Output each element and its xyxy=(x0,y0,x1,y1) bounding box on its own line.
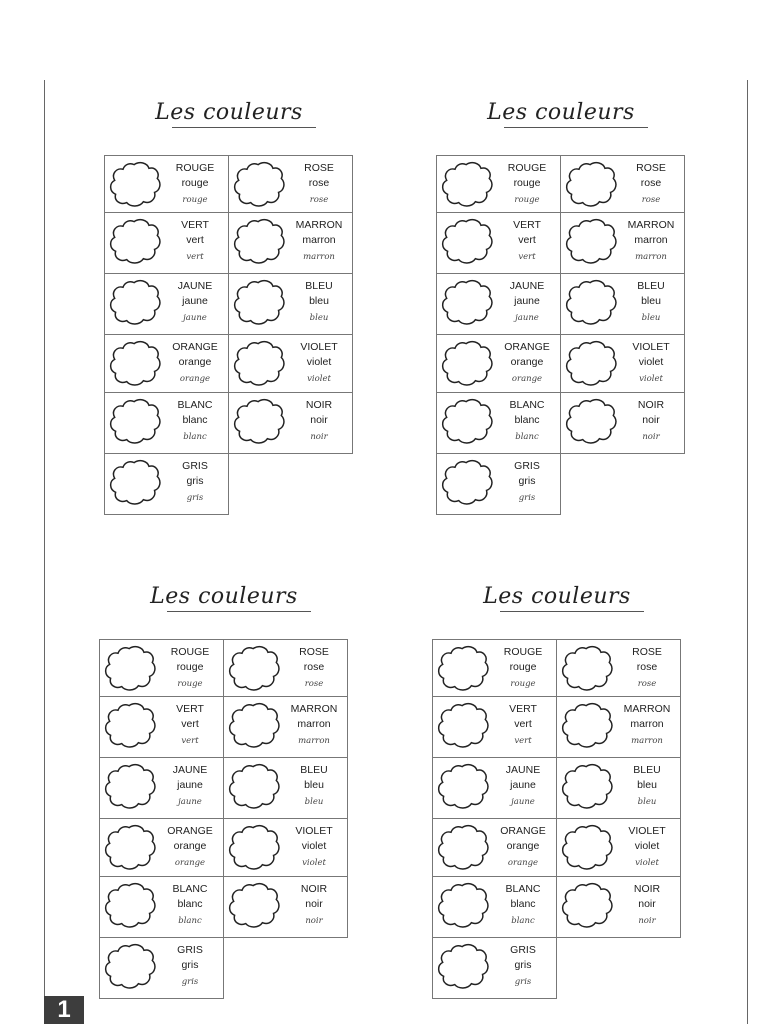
cloud-coloring-shape-icon xyxy=(108,278,164,328)
cloud-coloring-shape-icon xyxy=(436,701,492,751)
color-word-uppercase: GRIS xyxy=(514,460,540,472)
color-word-labels xyxy=(163,218,227,265)
color-card xyxy=(223,876,348,938)
color-word-cursive: bleu xyxy=(641,313,661,323)
color-word-lowercase: noir xyxy=(642,414,660,426)
color-word-lowercase: violet xyxy=(301,840,327,852)
color-card xyxy=(228,273,353,335)
color-word-lowercase: jaune xyxy=(182,295,208,307)
cloud-coloring-shape-icon xyxy=(227,762,283,812)
color-word-labels xyxy=(158,943,222,990)
cloud-coloring-shape-icon xyxy=(436,881,492,931)
color-word-cursive: violet xyxy=(635,858,659,868)
cloud-coloring-shape-icon xyxy=(564,278,620,328)
cloud-coloring-shape-icon xyxy=(560,644,616,694)
color-card xyxy=(432,876,557,938)
left-margin-rule xyxy=(44,80,45,1024)
color-word-labels xyxy=(282,882,346,929)
color-word-lowercase: rose xyxy=(308,177,330,189)
cloud-coloring-shape-icon xyxy=(232,278,288,328)
color-word-uppercase: MARRON xyxy=(627,219,675,231)
color-word-cursive: marron xyxy=(303,252,335,262)
color-word-labels xyxy=(163,398,227,445)
color-word-labels xyxy=(282,824,346,871)
color-word-lowercase: rose xyxy=(640,177,662,189)
color-card xyxy=(99,876,224,938)
color-word-labels xyxy=(158,645,222,692)
color-word-uppercase: GRIS xyxy=(510,944,536,956)
color-word-uppercase: BLANC xyxy=(509,399,545,411)
color-word-uppercase: BLEU xyxy=(633,764,661,776)
color-word-uppercase: JAUNE xyxy=(177,280,213,292)
page-number-badge: 1 xyxy=(44,996,84,1024)
color-word-cursive: violet xyxy=(307,374,331,384)
cloud-coloring-shape-icon xyxy=(564,160,620,210)
color-card xyxy=(432,937,557,999)
color-word-cursive: rouge xyxy=(177,679,203,689)
color-word-cursive: vert xyxy=(181,736,199,746)
color-word-cursive: noir xyxy=(638,916,656,926)
color-word-labels xyxy=(495,459,559,506)
color-word-uppercase: ROSE xyxy=(636,162,666,174)
color-word-uppercase: NOIR xyxy=(633,883,661,895)
color-word-cursive: vert xyxy=(514,736,532,746)
color-word-lowercase: noir xyxy=(310,414,328,426)
color-word-cursive: orange xyxy=(174,858,206,868)
color-word-labels xyxy=(287,218,351,265)
color-card xyxy=(228,155,353,213)
block-title: Les couleurs xyxy=(104,100,354,125)
cloud-coloring-shape-icon xyxy=(564,339,620,389)
color-word-uppercase: ROUGE xyxy=(507,162,547,174)
color-word-labels xyxy=(163,459,227,506)
color-word-lowercase: marron xyxy=(297,718,331,730)
color-word-lowercase: noir xyxy=(638,898,656,910)
color-word-labels xyxy=(495,398,559,445)
color-word-labels xyxy=(163,161,227,208)
color-word-labels xyxy=(158,702,222,749)
color-word-cursive: jaune xyxy=(511,797,535,807)
cloud-coloring-shape-icon xyxy=(436,942,492,992)
color-word-cursive: jaune xyxy=(183,313,207,323)
color-word-uppercase: VIOLET xyxy=(300,341,338,353)
color-word-uppercase: ORANGE xyxy=(167,825,213,837)
color-card xyxy=(436,392,561,454)
color-word-cursive: bleu xyxy=(637,797,657,807)
color-word-cursive: rouge xyxy=(510,679,536,689)
color-word-lowercase: violet xyxy=(634,840,660,852)
color-word-uppercase: ROUGE xyxy=(170,646,210,658)
color-card xyxy=(560,334,685,393)
color-card xyxy=(228,392,353,454)
color-word-cursive: violet xyxy=(302,858,326,868)
color-card xyxy=(432,639,557,697)
color-word-uppercase: BLEU xyxy=(637,280,665,292)
color-word-cursive: rose xyxy=(304,679,324,689)
color-card xyxy=(432,757,557,819)
color-card xyxy=(223,818,348,877)
color-word-lowercase: jaune xyxy=(177,779,203,791)
color-word-labels xyxy=(619,161,683,208)
color-word-lowercase: orange xyxy=(173,840,207,852)
cloud-coloring-shape-icon xyxy=(227,701,283,751)
color-word-uppercase: ORANGE xyxy=(500,825,546,837)
block-title: Les couleurs xyxy=(99,584,349,609)
color-card xyxy=(99,757,224,819)
color-word-cursive: noir xyxy=(310,432,328,442)
color-card xyxy=(99,696,224,758)
color-word-cursive: bleu xyxy=(304,797,324,807)
color-card xyxy=(560,273,685,335)
color-word-uppercase: JAUNE xyxy=(509,280,545,292)
color-word-uppercase: MARRON xyxy=(295,219,343,231)
color-card xyxy=(556,876,681,938)
cloud-coloring-shape-icon xyxy=(232,397,288,447)
color-card xyxy=(556,757,681,819)
color-word-lowercase: gris xyxy=(514,959,532,971)
color-word-uppercase: ROSE xyxy=(632,646,662,658)
color-word-lowercase: marron xyxy=(630,718,664,730)
color-word-uppercase: VERT xyxy=(509,703,537,715)
color-card xyxy=(432,818,557,877)
cloud-coloring-shape-icon xyxy=(564,397,620,447)
cloud-coloring-shape-icon xyxy=(108,160,164,210)
cloud-coloring-shape-icon xyxy=(232,160,288,210)
color-word-cursive: rose xyxy=(641,195,661,205)
color-word-labels xyxy=(491,882,555,929)
color-word-cursive: jaune xyxy=(515,313,539,323)
color-word-lowercase: orange xyxy=(178,356,212,368)
color-word-uppercase: ROSE xyxy=(299,646,329,658)
color-word-lowercase: rouge xyxy=(513,177,541,189)
color-word-uppercase: VERT xyxy=(176,703,204,715)
color-card xyxy=(104,212,229,274)
color-word-cursive: rouge xyxy=(514,195,540,205)
color-card xyxy=(556,696,681,758)
color-word-lowercase: rose xyxy=(636,661,658,673)
cloud-coloring-shape-icon xyxy=(108,339,164,389)
cloud-coloring-shape-icon xyxy=(108,397,164,447)
color-word-labels xyxy=(158,882,222,929)
color-word-cursive: blanc xyxy=(511,916,535,926)
color-word-lowercase: violet xyxy=(306,356,332,368)
color-word-labels xyxy=(495,340,559,387)
color-word-cursive: orange xyxy=(179,374,211,384)
color-word-labels xyxy=(619,279,683,326)
color-word-uppercase: VERT xyxy=(513,219,541,231)
color-word-lowercase: blanc xyxy=(182,414,208,426)
block-title: Les couleurs xyxy=(436,100,686,125)
color-word-labels xyxy=(619,398,683,445)
color-card xyxy=(432,696,557,758)
color-word-labels xyxy=(495,218,559,265)
color-card xyxy=(104,273,229,335)
color-word-uppercase: GRIS xyxy=(177,944,203,956)
color-word-cursive: vert xyxy=(518,252,536,262)
color-word-lowercase: bleu xyxy=(309,295,329,307)
color-word-uppercase: VIOLET xyxy=(632,341,670,353)
color-word-lowercase: vert xyxy=(514,718,532,730)
color-card xyxy=(99,818,224,877)
color-word-uppercase: NOIR xyxy=(300,883,328,895)
color-word-cursive: orange xyxy=(511,374,543,384)
cloud-coloring-shape-icon xyxy=(227,881,283,931)
cloud-coloring-shape-icon xyxy=(103,701,159,751)
color-word-uppercase: VIOLET xyxy=(628,825,666,837)
color-word-labels xyxy=(491,824,555,871)
color-card xyxy=(556,818,681,877)
color-word-cursive: vert xyxy=(186,252,204,262)
color-word-cursive: rose xyxy=(637,679,657,689)
color-card xyxy=(436,453,561,515)
color-word-lowercase: jaune xyxy=(510,779,536,791)
color-word-lowercase: gris xyxy=(518,475,536,487)
cloud-coloring-shape-icon xyxy=(103,644,159,694)
color-word-lowercase: blanc xyxy=(514,414,540,426)
color-word-labels xyxy=(282,702,346,749)
color-word-cursive: jaune xyxy=(178,797,202,807)
color-card xyxy=(436,212,561,274)
cloud-coloring-shape-icon xyxy=(564,217,620,267)
color-word-labels xyxy=(615,645,679,692)
color-card xyxy=(223,696,348,758)
color-word-cursive: gris xyxy=(181,977,199,987)
cloud-coloring-shape-icon xyxy=(103,881,159,931)
color-word-uppercase: ORANGE xyxy=(172,341,218,353)
cloud-coloring-shape-icon xyxy=(108,458,164,508)
color-word-labels xyxy=(287,279,351,326)
color-word-labels xyxy=(615,763,679,810)
color-word-lowercase: blanc xyxy=(510,898,536,910)
color-word-cursive: gris xyxy=(514,977,532,987)
color-word-labels xyxy=(163,279,227,326)
color-word-lowercase: blanc xyxy=(177,898,203,910)
color-card xyxy=(99,937,224,999)
color-word-labels xyxy=(491,645,555,692)
color-word-labels xyxy=(615,882,679,929)
color-card xyxy=(436,334,561,393)
color-word-labels xyxy=(158,824,222,871)
color-card xyxy=(104,392,229,454)
color-word-uppercase: BLEU xyxy=(305,280,333,292)
color-word-uppercase: MARRON xyxy=(623,703,671,715)
color-word-uppercase: ROSE xyxy=(304,162,334,174)
cloud-coloring-shape-icon xyxy=(232,217,288,267)
color-word-labels xyxy=(282,763,346,810)
color-word-lowercase: noir xyxy=(305,898,323,910)
color-word-cursive: blanc xyxy=(183,432,207,442)
color-word-labels xyxy=(282,645,346,692)
color-word-lowercase: orange xyxy=(510,356,544,368)
color-card xyxy=(228,212,353,274)
color-word-cursive: violet xyxy=(639,374,663,384)
cloud-coloring-shape-icon xyxy=(103,762,159,812)
color-card xyxy=(223,757,348,819)
cloud-coloring-shape-icon xyxy=(108,217,164,267)
cloud-coloring-shape-icon xyxy=(440,160,496,210)
color-word-uppercase: ROUGE xyxy=(175,162,215,174)
color-word-labels xyxy=(491,763,555,810)
color-word-cursive: gris xyxy=(518,493,536,503)
cloud-coloring-shape-icon xyxy=(436,644,492,694)
color-word-cursive: blanc xyxy=(178,916,202,926)
color-word-cursive: noir xyxy=(642,432,660,442)
color-word-lowercase: marron xyxy=(302,234,336,246)
color-word-labels xyxy=(615,702,679,749)
color-word-uppercase: VIOLET xyxy=(295,825,333,837)
color-word-labels xyxy=(158,763,222,810)
color-word-cursive: noir xyxy=(305,916,323,926)
color-word-cursive: bleu xyxy=(309,313,329,323)
color-word-uppercase: NOIR xyxy=(305,399,333,411)
color-word-labels xyxy=(163,340,227,387)
color-word-labels xyxy=(287,398,351,445)
cloud-coloring-shape-icon xyxy=(440,217,496,267)
color-word-lowercase: gris xyxy=(186,475,204,487)
color-word-lowercase: jaune xyxy=(514,295,540,307)
color-word-cursive: marron xyxy=(631,736,663,746)
color-card xyxy=(436,273,561,335)
color-word-uppercase: MARRON xyxy=(290,703,338,715)
color-word-lowercase: bleu xyxy=(641,295,661,307)
cloud-coloring-shape-icon xyxy=(227,823,283,873)
color-word-cursive: marron xyxy=(635,252,667,262)
color-word-labels xyxy=(495,161,559,208)
color-card xyxy=(436,155,561,213)
cloud-coloring-shape-icon xyxy=(436,823,492,873)
color-word-uppercase: ROUGE xyxy=(503,646,543,658)
color-word-cursive: orange xyxy=(507,858,539,868)
color-word-uppercase: BLANC xyxy=(177,399,213,411)
cloud-coloring-shape-icon xyxy=(232,339,288,389)
cloud-coloring-shape-icon xyxy=(440,278,496,328)
color-word-uppercase: BLEU xyxy=(300,764,328,776)
color-word-lowercase: rouge xyxy=(176,661,204,673)
color-card xyxy=(560,212,685,274)
color-card xyxy=(99,639,224,697)
color-word-uppercase: JAUNE xyxy=(172,764,208,776)
color-word-labels xyxy=(491,943,555,990)
color-word-uppercase: JAUNE xyxy=(505,764,541,776)
color-word-labels xyxy=(495,279,559,326)
color-word-uppercase: GRIS xyxy=(182,460,208,472)
color-word-uppercase: NOIR xyxy=(637,399,665,411)
cloud-coloring-shape-icon xyxy=(440,458,496,508)
color-word-uppercase: BLANC xyxy=(172,883,208,895)
color-word-lowercase: rouge xyxy=(509,661,537,673)
cloud-coloring-shape-icon xyxy=(103,823,159,873)
cloud-coloring-shape-icon xyxy=(440,397,496,447)
color-word-lowercase: rouge xyxy=(181,177,209,189)
color-word-cursive: rose xyxy=(309,195,329,205)
color-word-lowercase: gris xyxy=(181,959,199,971)
cloud-coloring-shape-icon xyxy=(436,762,492,812)
color-card xyxy=(228,334,353,393)
color-word-uppercase: BLANC xyxy=(505,883,541,895)
color-word-labels xyxy=(619,340,683,387)
color-word-cursive: gris xyxy=(186,493,204,503)
cloud-coloring-shape-icon xyxy=(440,339,496,389)
color-card xyxy=(104,453,229,515)
cloud-coloring-shape-icon xyxy=(103,942,159,992)
color-word-labels xyxy=(619,218,683,265)
color-word-lowercase: rose xyxy=(303,661,325,673)
color-word-cursive: marron xyxy=(298,736,330,746)
cloud-coloring-shape-icon xyxy=(560,762,616,812)
color-word-uppercase: ORANGE xyxy=(504,341,550,353)
color-word-lowercase: vert xyxy=(181,718,199,730)
color-word-lowercase: bleu xyxy=(304,779,324,791)
cloud-coloring-shape-icon xyxy=(227,644,283,694)
cloud-coloring-shape-icon xyxy=(560,881,616,931)
color-word-cursive: rouge xyxy=(182,195,208,205)
cloud-coloring-shape-icon xyxy=(560,701,616,751)
color-card xyxy=(223,639,348,697)
color-word-lowercase: orange xyxy=(506,840,540,852)
color-word-labels xyxy=(491,702,555,749)
color-word-lowercase: vert xyxy=(518,234,536,246)
color-word-lowercase: violet xyxy=(638,356,664,368)
color-word-lowercase: vert xyxy=(186,234,204,246)
color-card xyxy=(560,155,685,213)
color-word-lowercase: bleu xyxy=(637,779,657,791)
color-card xyxy=(560,392,685,454)
color-word-uppercase: VERT xyxy=(181,219,209,231)
color-card xyxy=(104,334,229,393)
right-margin-rule xyxy=(747,80,748,1024)
color-card xyxy=(104,155,229,213)
color-word-lowercase: marron xyxy=(634,234,668,246)
block-title: Les couleurs xyxy=(432,584,682,609)
color-word-labels xyxy=(287,161,351,208)
cloud-coloring-shape-icon xyxy=(560,823,616,873)
color-word-labels xyxy=(287,340,351,387)
color-card xyxy=(556,639,681,697)
color-word-cursive: blanc xyxy=(515,432,539,442)
color-word-labels xyxy=(615,824,679,871)
